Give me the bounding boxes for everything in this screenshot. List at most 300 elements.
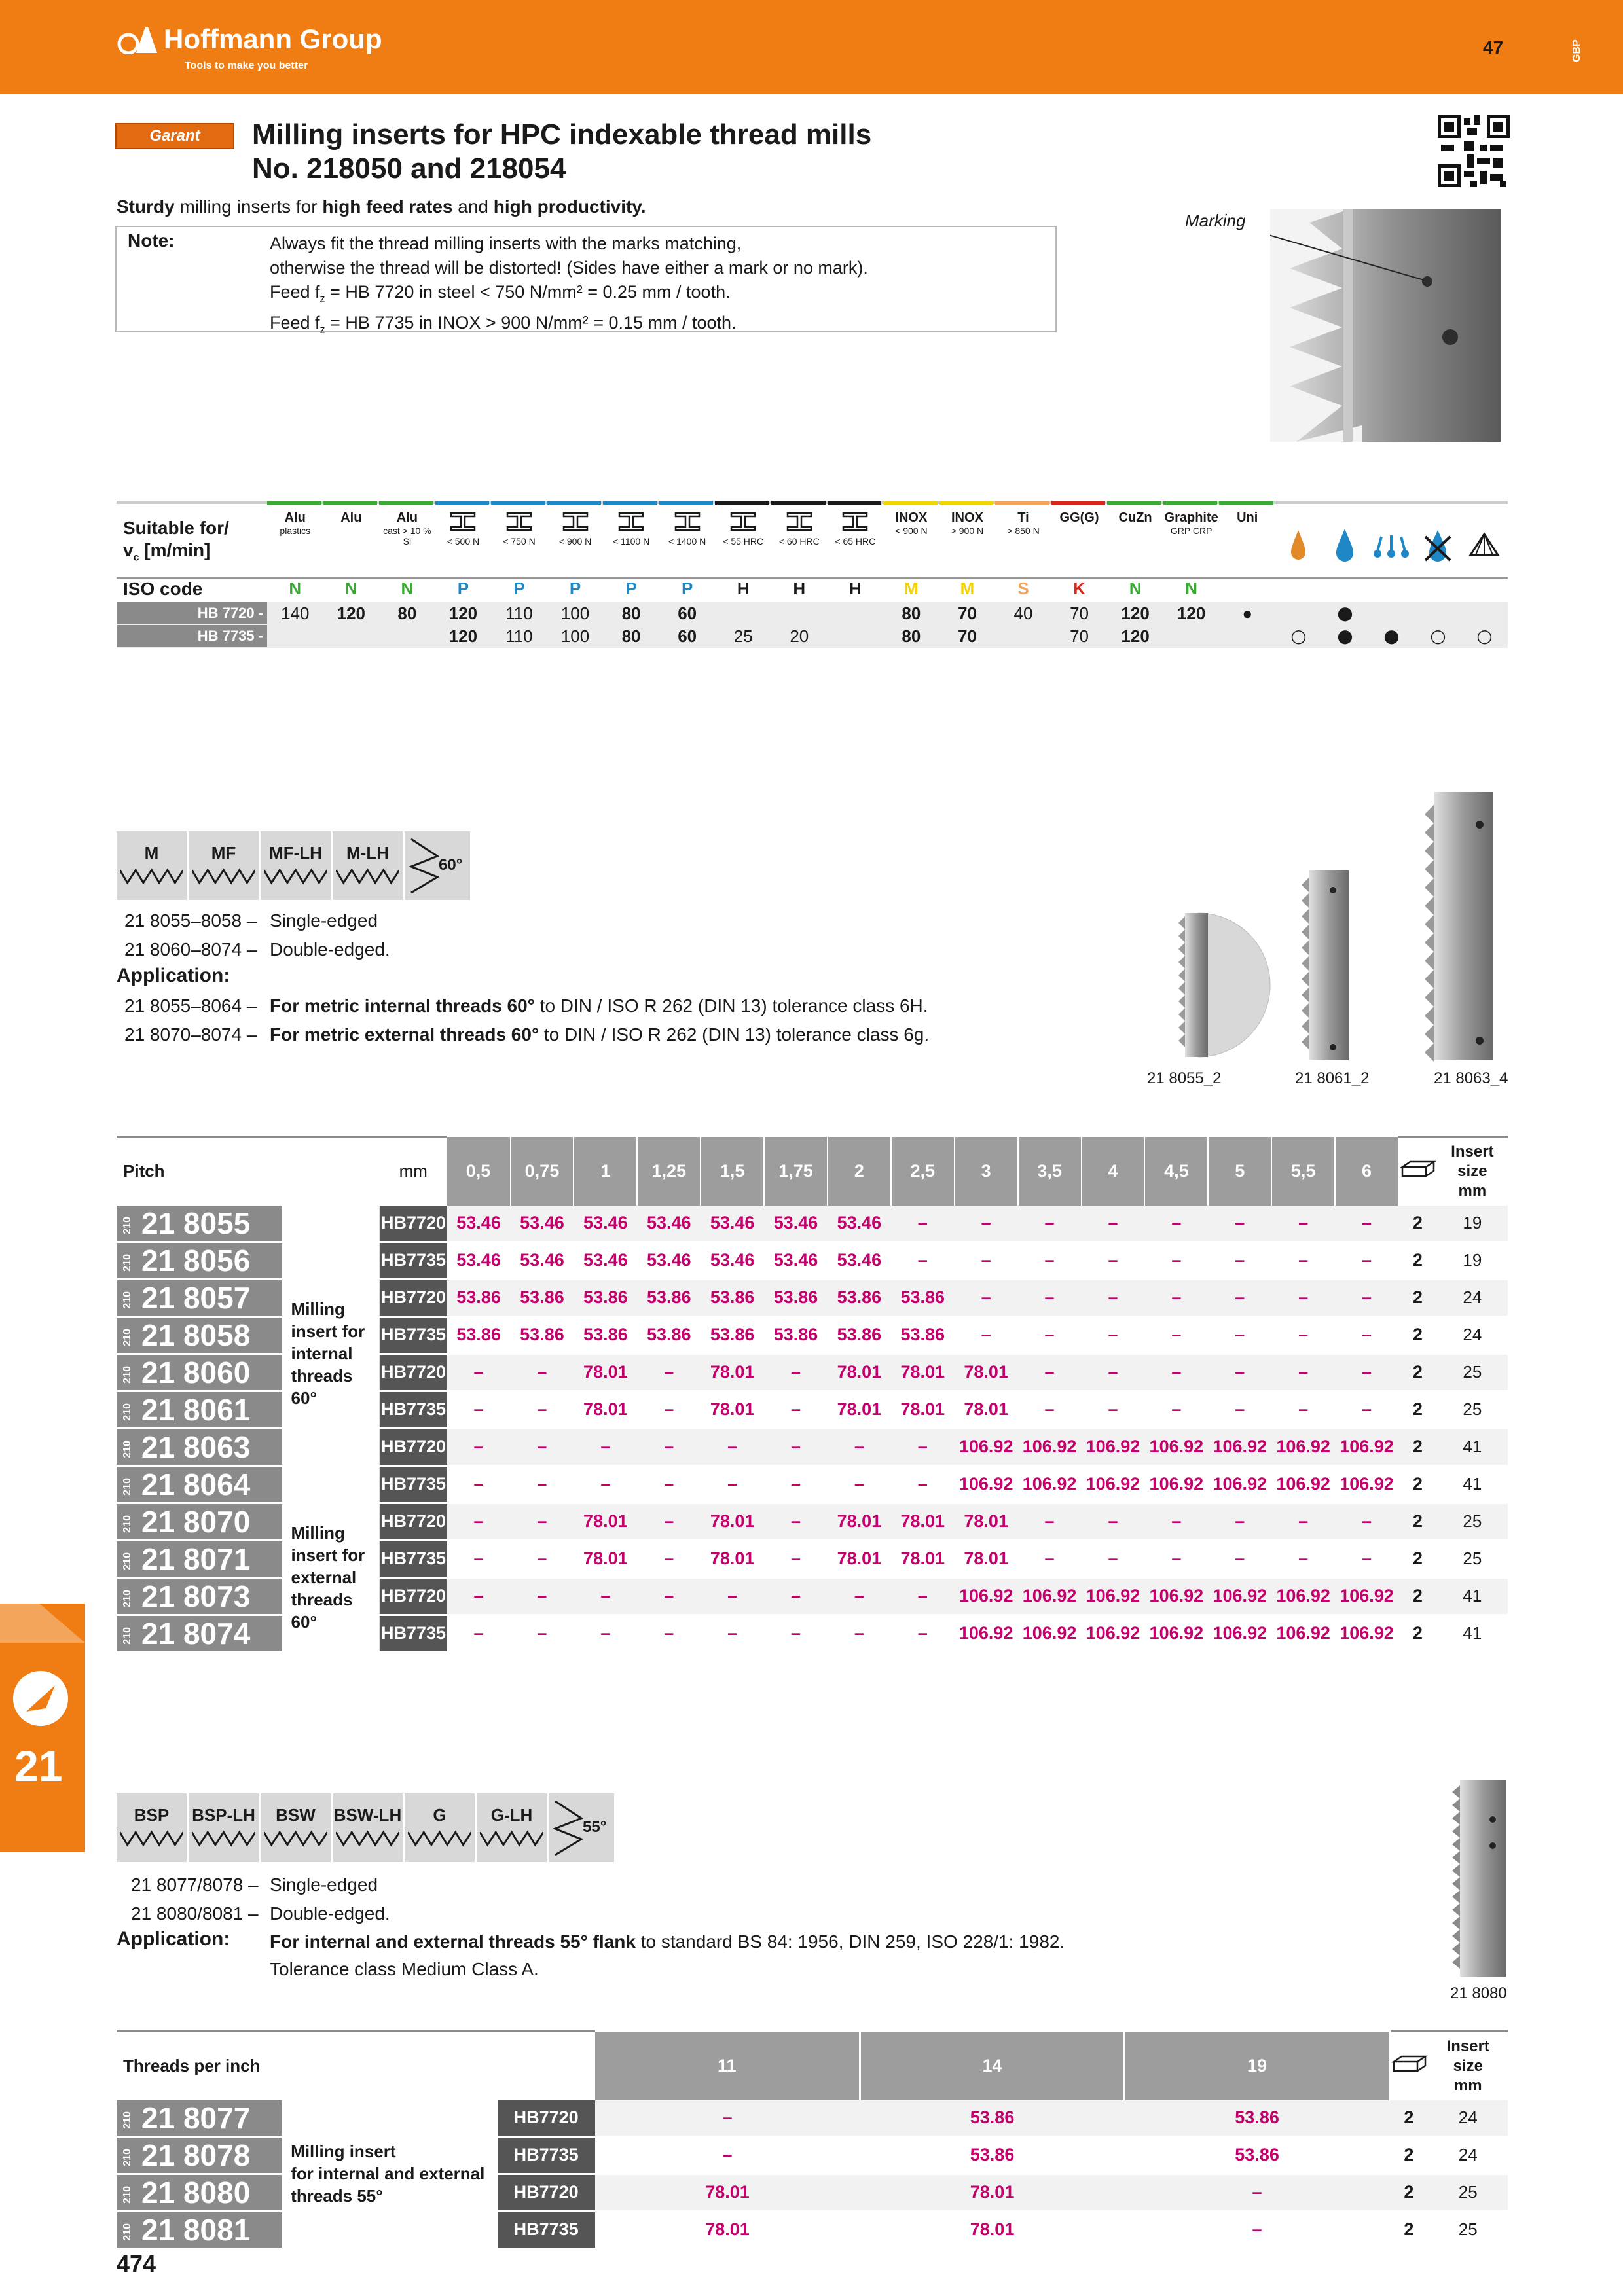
qr-code[interactable] — [1438, 115, 1510, 187]
price-cell: – — [891, 1242, 955, 1279]
price-cell: – — [1144, 1206, 1208, 1242]
price-cell: – — [764, 1540, 828, 1577]
marking-label: Marking — [1185, 211, 1246, 230]
iso-color-segment — [715, 501, 769, 505]
price-cell: – — [511, 1354, 574, 1391]
thread-profile-icon — [261, 863, 331, 893]
thread-type-box — [189, 831, 259, 900]
photo-caption: 21 8061_2 — [1295, 1069, 1370, 1087]
price-cell: 106.92 — [1335, 1465, 1398, 1503]
price-cell: – — [1208, 1242, 1271, 1279]
vc-value: 120 — [1121, 603, 1150, 623]
price-cell: 106.92 — [1144, 1465, 1208, 1503]
coolant-suitability — [1461, 602, 1508, 624]
price-cell: – — [511, 1577, 574, 1615]
price-cell: 78.01 — [891, 1354, 955, 1391]
price-cell: 78.01 — [595, 2211, 860, 2248]
price-cell: 78.01 — [891, 1540, 955, 1577]
photo-caption: 21 8080 — [1450, 1984, 1507, 2002]
price-cell: 78.01 — [955, 1540, 1018, 1577]
chapter-number: 21 — [14, 1742, 63, 1790]
material-column — [323, 511, 380, 576]
insert-size: 41 — [1437, 1428, 1508, 1465]
material-spec: < 1100 N — [613, 536, 650, 547]
article-number[interactable]: 210 21 8078 — [117, 2136, 282, 2174]
material-spec: < 65 HRC — [835, 536, 876, 547]
price-cell: 53.86 — [637, 1279, 701, 1316]
price-cell: 106.92 — [1018, 1577, 1082, 1615]
unit-label: mm — [380, 1137, 447, 1206]
insert-photos — [1113, 785, 1539, 1067]
price-cell: 106.92 — [955, 1428, 1018, 1465]
material-column — [1163, 511, 1220, 576]
note-line: Always fit the thread milling inserts with the marks matching, — [270, 234, 742, 253]
price-cell: 78.01 — [955, 1391, 1018, 1428]
iso-code: K — [1073, 579, 1085, 598]
price-cell: 106.92 — [1335, 1428, 1398, 1465]
price-cell: – — [1018, 1540, 1082, 1577]
price-cell: 106.92 — [955, 1615, 1018, 1652]
price-cell: – — [1335, 1503, 1398, 1540]
steel-beam-icon — [547, 511, 604, 536]
material-column — [659, 511, 716, 576]
price-cell: – — [764, 1465, 828, 1503]
coolant-suitability: ● — [1337, 602, 1353, 624]
price-cell: – — [1018, 1316, 1082, 1354]
table-header-row — [117, 2032, 1508, 2100]
grade: HB7735 — [498, 2136, 595, 2174]
price-cell: – — [891, 1206, 955, 1242]
grade: HB7720 — [380, 1503, 447, 1540]
price-cell: – — [1335, 1540, 1398, 1577]
vc-value: 70 — [957, 626, 977, 646]
price-cell: 106.92 — [1208, 1428, 1271, 1465]
price-cell: 78.01 — [828, 1503, 891, 1540]
price-cell: 106.92 — [1271, 1615, 1335, 1652]
note-label: Note: — [128, 230, 175, 251]
material-spec: < 1400 N — [668, 536, 706, 547]
insert-size: 25 — [1429, 2211, 1508, 2248]
pack-qty: 2 — [1398, 1206, 1437, 1242]
vc-value: 80 — [621, 626, 641, 646]
material-column — [1219, 511, 1275, 576]
price-cell: 53.86 — [828, 1316, 891, 1354]
thread-type-label: M-LH — [346, 843, 389, 863]
insert-size: 25 — [1437, 1391, 1508, 1428]
price-cell: – — [1018, 1242, 1082, 1279]
thread-profile-icon — [333, 863, 403, 893]
price-cell: – — [1144, 1503, 1208, 1540]
article-number[interactable]: 210 21 8058 — [117, 1316, 282, 1354]
thread-type-box — [333, 1793, 403, 1862]
price-cell: 78.01 — [891, 1503, 955, 1540]
tpi-column-header: 19 — [1125, 2032, 1390, 2100]
grade: HB7720 — [498, 2174, 595, 2211]
price-cell: – — [1271, 1540, 1335, 1577]
thread-profile-icon — [405, 1825, 475, 1855]
thread-type-box — [189, 1793, 259, 1862]
mql-icon — [1368, 511, 1415, 576]
material-name: Alu — [284, 511, 306, 525]
tpi-label: Threads per inch — [117, 2032, 595, 2100]
pitch-column-header: 1,25 — [637, 1137, 701, 1206]
grade-label-7720: HB 7720 - — [117, 602, 267, 624]
price-cell: 106.92 — [1082, 1465, 1145, 1503]
thread-type-label: MF-LH — [269, 843, 322, 863]
price-cell: – — [511, 1540, 574, 1577]
coolant-suitability: ○ — [1476, 625, 1493, 647]
pitch-column-header: 1 — [574, 1137, 637, 1206]
pack-qty: 2 — [1398, 1391, 1437, 1428]
pack-qty: 2 — [1398, 1428, 1437, 1465]
iso-color-segment — [883, 501, 938, 505]
price-cell: 78.01 — [828, 1391, 891, 1428]
insert-size: 41 — [1437, 1465, 1508, 1503]
grade: HB7720 — [380, 1428, 447, 1465]
iso-code: H — [848, 579, 862, 598]
thread-profile-icon — [117, 1825, 187, 1855]
pack-qty: 2 — [1398, 1316, 1437, 1354]
article-number[interactable]: 210 21 8056 — [117, 1242, 282, 1279]
iso-color-segment — [1219, 501, 1273, 505]
price-cell: – — [1335, 1354, 1398, 1391]
page-number-top: 47 — [1483, 37, 1504, 58]
material-spec: < 900 N — [558, 536, 592, 547]
price-cell: 53.46 — [828, 1242, 891, 1279]
price-table-whitworth — [117, 2030, 1508, 2250]
thread-type-box — [333, 831, 403, 900]
price-cell: – — [447, 1577, 511, 1615]
article-number[interactable]: 210 21 8057 — [117, 1279, 282, 1316]
article-number[interactable]: 210 21 8081 — [117, 2211, 282, 2248]
pack-qty: 2 — [1398, 1242, 1437, 1279]
price-cell: 106.92 — [1144, 1615, 1208, 1652]
coolant-suitability: ○ — [1430, 625, 1446, 647]
thread-type-label: MF — [211, 843, 236, 863]
thread-type-box — [405, 1793, 475, 1862]
page-title — [252, 118, 1234, 186]
price-cell: 106.92 — [1208, 1615, 1271, 1652]
price-cell: – — [701, 1615, 764, 1652]
insert-size: 24 — [1437, 1279, 1508, 1316]
price-cell: – — [1082, 1391, 1145, 1428]
article-number[interactable]: 210 21 8064 — [117, 1465, 282, 1503]
intro-text: Sturdy milling inserts for high feed rates and high productivity. — [117, 196, 646, 217]
note-line: Feed $f_z$ = HB 7735 in INOX > 900 N/mm² = 0.15 mm / tooth. — [270, 313, 737, 336]
material-column — [883, 511, 939, 576]
iso-code: H — [737, 579, 750, 598]
oil-drop-icon — [1275, 511, 1322, 576]
grade: HB7735 — [380, 1316, 447, 1354]
price-cell: – — [595, 2136, 860, 2174]
vc-value: 20 — [790, 626, 809, 646]
price-cell: – — [764, 1615, 828, 1652]
grade: HB7735 — [380, 1391, 447, 1428]
iso-color-segment — [771, 501, 826, 505]
material-column — [603, 511, 659, 576]
price-cell: – — [1335, 1316, 1398, 1354]
price-cell: – — [764, 1503, 828, 1540]
price-cell: – — [955, 1279, 1018, 1316]
price-cell: – — [1335, 1391, 1398, 1428]
material-spec: GRP CRP — [1170, 526, 1213, 536]
price-cell: – — [447, 1354, 511, 1391]
price-cell: – — [447, 1465, 511, 1503]
thread-profile-icon — [189, 1825, 259, 1855]
price-cell: 53.86 — [511, 1279, 574, 1316]
iso-color-strip — [117, 501, 1508, 505]
material-column — [435, 511, 492, 576]
material-name: Ti — [1017, 511, 1029, 525]
grade: HB7720 — [380, 1279, 447, 1316]
price-cell: 78.01 — [701, 1540, 764, 1577]
coolant-row-7735 — [1275, 625, 1508, 647]
vc-value: 120 — [448, 603, 478, 623]
iso-code: N — [1185, 579, 1198, 598]
thread-type-label: BSP — [134, 1805, 170, 1825]
price-cell: – — [1082, 1279, 1145, 1316]
price-cell: – — [955, 1316, 1018, 1354]
vc-value: 80 — [397, 603, 417, 623]
price-cell: – — [1208, 1279, 1271, 1316]
edge-type-lines-55: 21 8077/8078 – Single-edged 21 8080/8081 – Double-edged. — [131, 1874, 390, 1924]
price-cell: 78.01 — [595, 2174, 860, 2211]
iso-color-segment — [491, 501, 545, 505]
price-cell: – — [1271, 1503, 1335, 1540]
thread-type-box — [117, 1793, 187, 1862]
article-number[interactable]: 210 21 8055 — [117, 1206, 282, 1242]
price-cell: – — [447, 1540, 511, 1577]
price-cell: 106.92 — [1082, 1428, 1145, 1465]
price-cell: – — [1271, 1354, 1335, 1391]
price-cell: – — [574, 1615, 637, 1652]
material-name: INOX — [895, 511, 928, 525]
price-cell: 78.01 — [860, 2174, 1125, 2211]
price-cell: – — [1018, 1206, 1082, 1242]
pitch-column-header: 3 — [955, 1137, 1018, 1206]
price-cell: – — [955, 1242, 1018, 1279]
pitch-column-header: 2 — [828, 1137, 891, 1206]
material-spec: < 900 N — [895, 526, 928, 536]
material-column — [1107, 511, 1163, 576]
price-cell: – — [511, 1391, 574, 1428]
emulsion-drop-icon — [1322, 511, 1368, 576]
photo-caption: 21 8055_2 — [1147, 1069, 1222, 1087]
grade: HB7735 — [380, 1242, 447, 1279]
insert-marking-photo — [1270, 209, 1501, 442]
price-cell: – — [891, 1577, 955, 1615]
price-cell: – — [891, 1428, 955, 1465]
price-cell: 106.92 — [1144, 1577, 1208, 1615]
iso-color-segment — [323, 501, 378, 505]
vc-value: 120 — [337, 603, 366, 623]
application-label-55: Application: — [117, 1928, 230, 1950]
grade-label-7735: HB 7735 - — [117, 625, 267, 647]
price-cell: 78.01 — [828, 1354, 891, 1391]
application-lines: 21 8055–8064 – For metric internal threads 60° to DIN / ISO R 262 (DIN 13) tolerance class 6H. 21 8070–8074 – For metric external threads 60° to DIN / ISO R 262 (DIN 13) tolerance class 6g. — [124, 996, 930, 1045]
price-cell: 53.46 — [637, 1206, 701, 1242]
insert-size: 24 — [1429, 2136, 1508, 2174]
article-number[interactable]: 210 21 8061 — [117, 1391, 282, 1428]
steel-beam-icon — [435, 511, 492, 536]
price-cell: – — [1144, 1540, 1208, 1577]
price-cell: 53.46 — [701, 1206, 764, 1242]
steel-beam-icon — [603, 511, 659, 536]
price-cell: – — [637, 1354, 701, 1391]
price-cell: 106.92 — [1018, 1465, 1082, 1503]
iso-color-segment — [1051, 501, 1106, 505]
pitch-column-header: 0,5 — [447, 1137, 511, 1206]
material-name: Alu — [340, 511, 362, 525]
vc-value: 70 — [1070, 626, 1089, 646]
insert-size-header: Insert size mm — [1429, 2032, 1508, 2100]
pack-qty: 2 — [1398, 1503, 1437, 1540]
iso-color-segment — [379, 501, 433, 505]
thread-profile-icon — [117, 863, 187, 893]
grade: HB7720 — [498, 2100, 595, 2137]
price-cell: – — [764, 1354, 828, 1391]
price-cell: – — [828, 1465, 891, 1503]
material-spec: < 500 N — [447, 536, 480, 547]
iso-color-segment — [603, 501, 657, 505]
price-cell: – — [1144, 1316, 1208, 1354]
insert-size: 19 — [1437, 1242, 1508, 1279]
steel-beam-icon — [491, 511, 547, 536]
article-number[interactable]: 210 21 8077 — [117, 2100, 282, 2137]
iso-color-segment — [939, 501, 994, 505]
table-row — [117, 1503, 1508, 1540]
price-cell: – — [1271, 1242, 1335, 1279]
price-cell: – — [637, 1540, 701, 1577]
price-cell: 106.92 — [1335, 1615, 1398, 1652]
pack-qty: 2 — [1389, 2174, 1428, 2211]
material-column — [995, 511, 1051, 576]
insert-photo-218080 — [1440, 1780, 1512, 1977]
price-cell: 78.01 — [828, 1540, 891, 1577]
iso-color-segment — [1107, 501, 1161, 505]
pitch-column-header: 3,5 — [1018, 1137, 1082, 1206]
price-cell: 53.86 — [574, 1279, 637, 1316]
tpi-column-header: 11 — [595, 2032, 860, 2100]
price-cell: – — [1082, 1242, 1145, 1279]
price-cell: 78.01 — [955, 1354, 1018, 1391]
material-column — [547, 511, 604, 576]
price-cell: – — [447, 1615, 511, 1652]
coolant-suitability — [1415, 602, 1461, 624]
article-number[interactable]: 210 21 8070 — [117, 1503, 282, 1540]
table-header-row — [117, 1137, 1508, 1206]
insert-size: 41 — [1437, 1577, 1508, 1615]
price-cell: 106.92 — [955, 1465, 1018, 1503]
price-cell: – — [1208, 1316, 1271, 1354]
vc-value: 140 — [281, 603, 310, 623]
price-cell: 53.86 — [860, 2100, 1125, 2137]
article-number[interactable]: 210 21 8071 — [117, 1540, 282, 1577]
pack-qty: 2 — [1398, 1354, 1437, 1391]
price-cell: – — [511, 1465, 574, 1503]
iso-code: S — [1017, 579, 1029, 598]
flank-angle-box: 55° — [549, 1793, 614, 1862]
pitch-column-header: 5 — [1208, 1137, 1271, 1206]
article-number[interactable]: 210 21 8060 — [117, 1354, 282, 1391]
article-number[interactable]: 210 21 8074 — [117, 1615, 282, 1652]
price-cell: – — [1082, 1316, 1145, 1354]
title-line-2: No. 218050 and 218054 — [252, 152, 566, 185]
insert-size: 25 — [1437, 1503, 1508, 1540]
iso-code-row — [267, 579, 1275, 601]
price-cell: 53.86 — [764, 1316, 828, 1354]
material-column — [491, 511, 547, 576]
price-cell: – — [447, 1503, 511, 1540]
iso-color-segment — [995, 501, 1049, 505]
grade: HB7735 — [380, 1540, 447, 1577]
article-number[interactable]: 210 21 8063 — [117, 1428, 282, 1465]
insert-size: 25 — [1437, 1354, 1508, 1391]
vc-value: 70 — [957, 603, 977, 623]
price-cell: – — [955, 1206, 1018, 1242]
iso-color-segment — [435, 501, 490, 505]
price-cell: 78.01 — [574, 1540, 637, 1577]
price-cell: – — [701, 1577, 764, 1615]
price-cell: 78.01 — [701, 1354, 764, 1391]
price-cell: – — [447, 1391, 511, 1428]
price-cell: 53.46 — [828, 1206, 891, 1242]
price-cell: – — [637, 1391, 701, 1428]
price-cell: 53.86 — [764, 1279, 828, 1316]
hoffmann-logo — [117, 20, 382, 59]
price-cell: 106.92 — [1082, 1615, 1145, 1652]
price-cell: – — [764, 1391, 828, 1428]
price-cell: – — [1018, 1354, 1082, 1391]
insert-size: 25 — [1429, 2174, 1508, 2211]
price-cell: 106.92 — [1144, 1428, 1208, 1465]
price-cell: – — [891, 1615, 955, 1652]
price-cell: 53.86 — [447, 1316, 511, 1354]
coolant-suitability: ○ — [1290, 625, 1307, 647]
price-cell: 106.92 — [1208, 1465, 1271, 1503]
price-cell: 53.46 — [447, 1206, 511, 1242]
price-cell: 53.86 — [828, 1279, 891, 1316]
price-cell: 106.92 — [1018, 1428, 1082, 1465]
package-icon — [1389, 2032, 1428, 2100]
price-cell: – — [1335, 1206, 1398, 1242]
iso-code: N — [344, 579, 357, 598]
price-cell: 53.86 — [701, 1279, 764, 1316]
thread-profile-icon — [477, 1825, 547, 1855]
price-cell: 53.86 — [891, 1316, 955, 1354]
article-number[interactable]: 210 21 8073 — [117, 1577, 282, 1615]
iso-code-label: ISO code — [123, 579, 203, 599]
pitch-column-header: 1,75 — [764, 1137, 828, 1206]
price-cell: 78.01 — [574, 1354, 637, 1391]
price-cell: 53.86 — [701, 1316, 764, 1354]
price-cell: – — [1018, 1279, 1082, 1316]
price-cell: – — [574, 1577, 637, 1615]
steel-beam-icon — [828, 511, 884, 536]
pack-qty: 2 — [1398, 1577, 1437, 1615]
material-spec: > 900 N — [951, 526, 984, 536]
article-number[interactable]: 210 21 8080 — [117, 2174, 282, 2211]
steel-beam-icon — [659, 511, 716, 536]
price-cell: – — [764, 1577, 828, 1615]
material-column — [939, 511, 996, 576]
pitch-label: Pitch — [117, 1137, 380, 1206]
thread-type-box — [477, 1793, 547, 1862]
price-cell: – — [1271, 1279, 1335, 1316]
grade: HB7735 — [380, 1615, 447, 1652]
pack-qty: 2 — [1389, 2100, 1428, 2137]
iso-color-segment — [828, 501, 882, 505]
